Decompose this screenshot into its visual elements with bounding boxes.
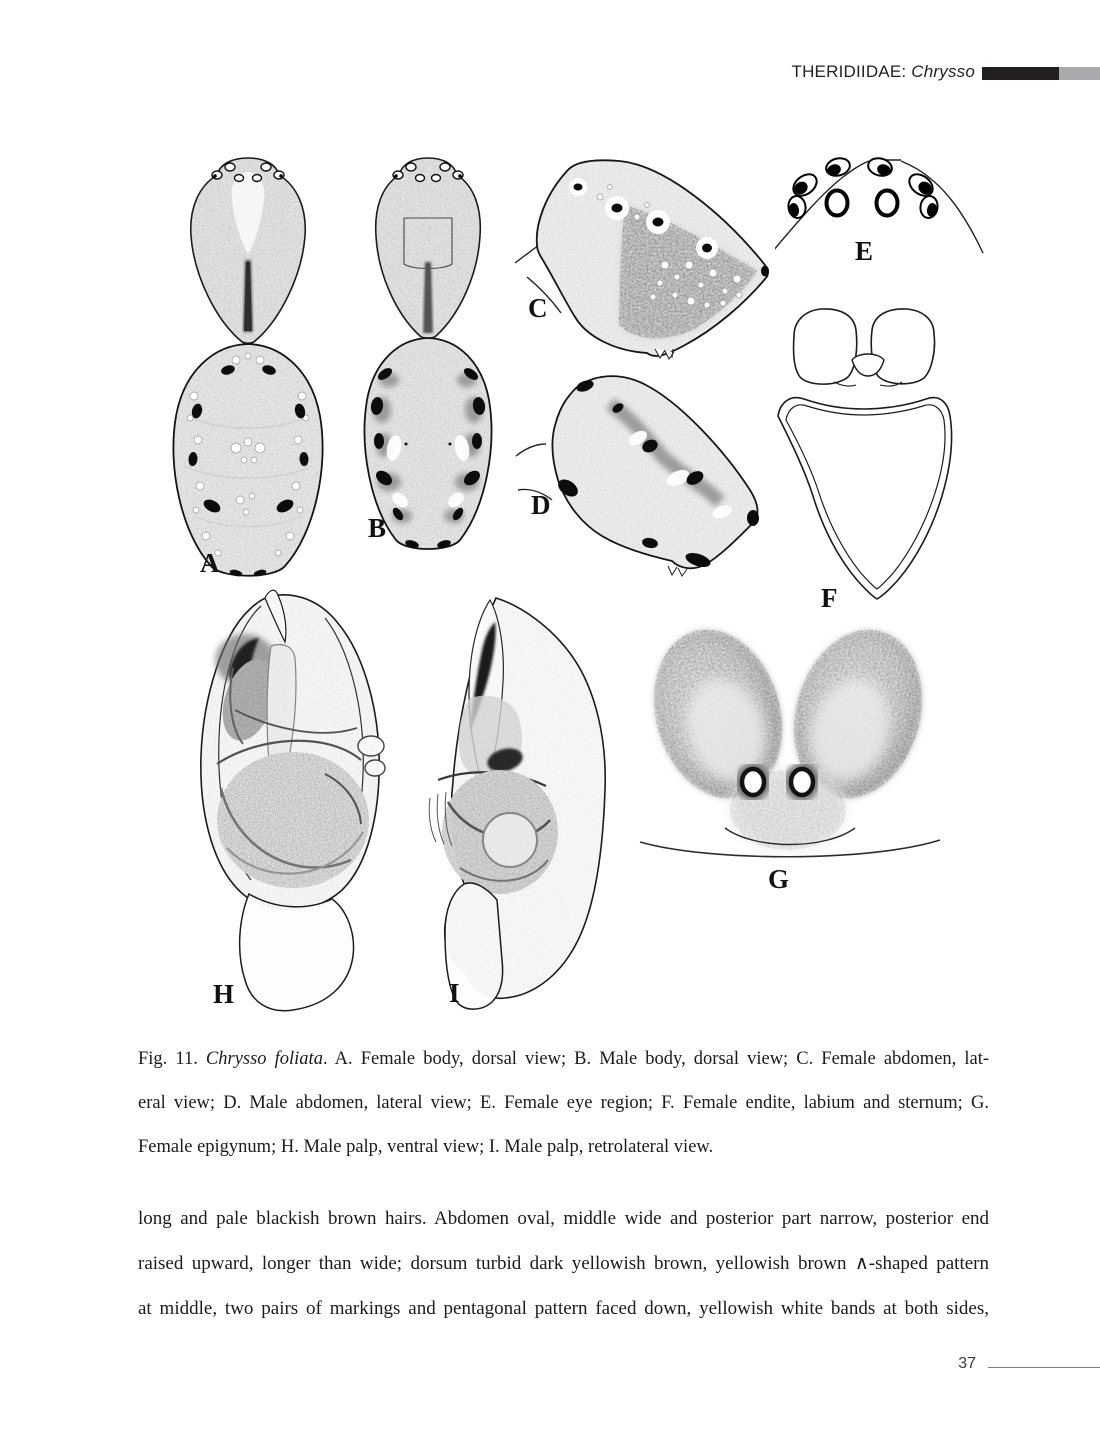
panel-label-I: I (449, 978, 460, 1008)
body-line-3: at middle, two pairs of markings and pentagonal pattern faced down, yellowish white bands at both sides, (138, 1298, 989, 1319)
abdomen (173, 344, 322, 577)
lateral-eyes-left (787, 170, 821, 219)
footer-rule (988, 1367, 1100, 1368)
spermathecae-lobes (635, 614, 942, 850)
abdomen-outline (552, 376, 757, 568)
anterior-median-eyes (827, 191, 898, 216)
posterior-median-eyes (824, 156, 893, 178)
caption-taxon: Chrysso foliata (205, 1049, 323, 1069)
panel-label-E: E (855, 236, 874, 266)
panel-label-H: H (213, 979, 235, 1009)
body-line-1: long and pale blackish brown hairs. Abdomen oval, middle wide and posterior part narrow, posterior end (138, 1208, 989, 1229)
sternum (778, 398, 952, 599)
panel-label-B: B (368, 513, 387, 543)
body-line-2: raised upward, longer than wide; dorsum turbid dark yellowish brown, yellowish brown ∧-shaped pattern (138, 1253, 989, 1274)
body-text (138, 1196, 989, 1331)
page-number: 37 (958, 1355, 976, 1372)
caption-line1-rest: . A. Female body, dorsal view; B. Male body, dorsal view; C. Female abdomen, lat- (322, 1049, 990, 1069)
illustration-female-epigynum (630, 610, 950, 900)
illustration-female-body-dorsal (148, 148, 348, 588)
panel-label-A: A (200, 548, 220, 578)
illustration-male-palp-ventral (175, 588, 420, 1018)
illustration-male-palp-retrolateral (400, 588, 635, 1018)
carapace (191, 158, 306, 343)
illustration-male-body-dorsal (348, 148, 513, 568)
carapace (376, 158, 481, 338)
caption-fig-label: Fig. 11. (138, 1049, 206, 1069)
caption-line-3: Female epigynum; H. Male palp, ventral view; I. Male palp, retrolateral view. (138, 1137, 714, 1157)
palp-tibia (240, 894, 354, 1011)
panel-label-D: D (531, 490, 551, 520)
illustration-female-abdomen-lateral (515, 145, 790, 360)
caption-line-2: eral view; D. Male abdomen, lateral view; E. Female eye region; F. Female endite, labium and sternum; G. (138, 1093, 989, 1113)
running-title: THERIDIIDAE: (791, 62, 907, 81)
panel-label-G: G (768, 864, 790, 894)
illustration-female-eye-region (775, 145, 995, 265)
illustration-male-abdomen-lateral (510, 360, 780, 605)
running-taxon: Chrysso (911, 62, 975, 81)
caption-line-1 (138, 1037, 989, 1081)
panel-label-F: F (821, 583, 838, 613)
figure-caption (138, 1037, 989, 1169)
lateral-eyes-right (905, 170, 939, 219)
panel-label-C: C (528, 293, 548, 323)
illustration-endite-labium-sternum (760, 300, 995, 630)
